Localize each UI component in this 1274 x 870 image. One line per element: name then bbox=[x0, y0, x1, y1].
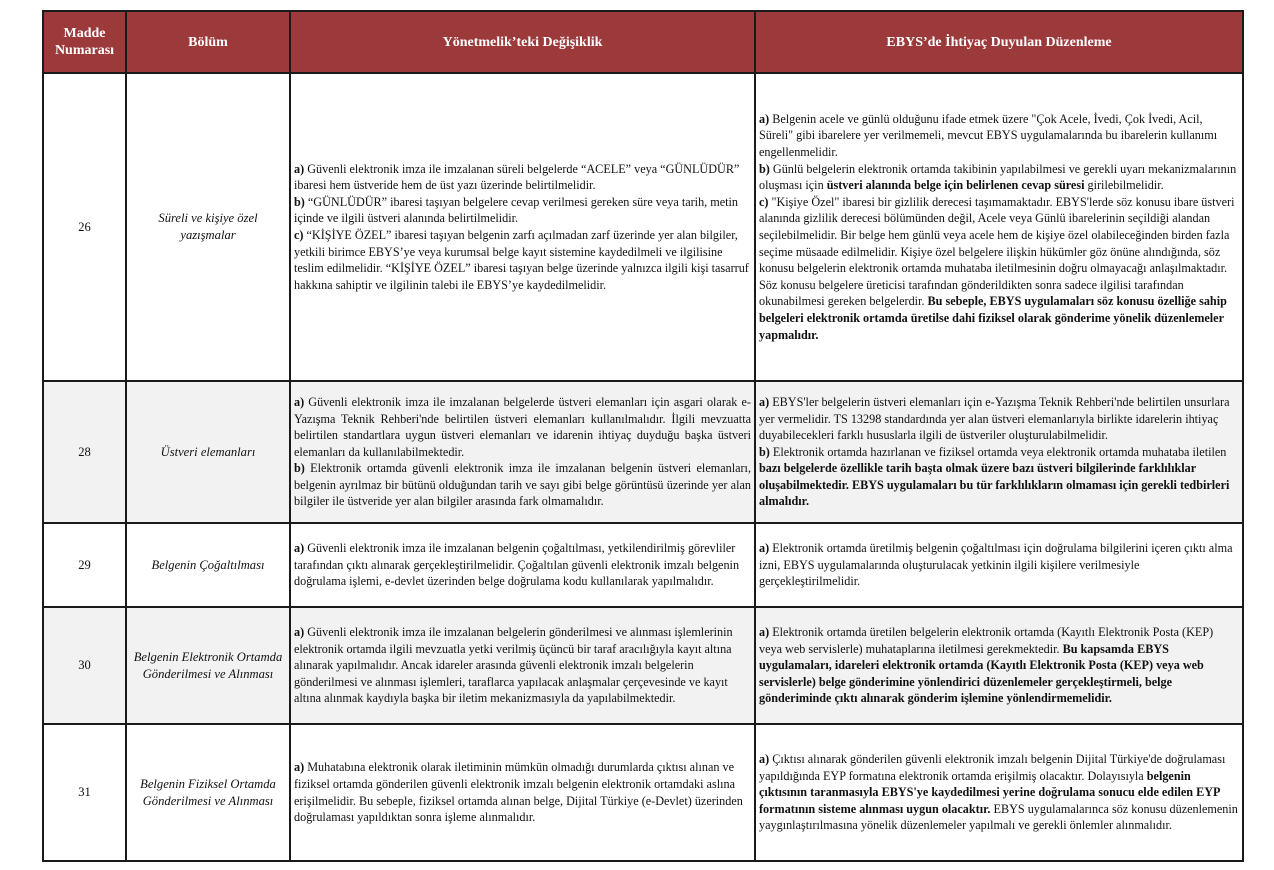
section-name: Belgenin Çoğaltılması bbox=[126, 523, 290, 607]
change-item: a) Güvenli elektronik imza ile imzalanan süreli belgelerde “ACELE” veya “GÜNLÜDÜR” ibaresi hem üstveride hem de üst yazı üzerinde belirtilmelidir. bbox=[294, 161, 740, 193]
section-name: Süreli ve kişiye özel yazışmalar bbox=[126, 73, 290, 381]
header-bolum: Bölüm bbox=[126, 11, 290, 73]
regulation-table-container bbox=[42, 10, 1242, 862]
header-row bbox=[43, 11, 1243, 73]
ebys-need bbox=[755, 607, 1243, 724]
regulation-change bbox=[290, 381, 755, 523]
need-item: a) Elektronik ortamda üretilen belgelerin elektronik ortamda (Kayıtlı Elektronik Posta (KEP) veya web servislerle) muhataplarına iletilmesi gerekmektedir. Bu kapsamda EBYS uygulamaları, idareleri elektronik ortamda (Kayıtlı Elektronik Posta (KEP) veya web servislerle) belge gönderimine yönlendirici düzenlemeler gerçekleştirmeli, belge gönderiminde çıktı alınarak gönderim işlemine yönlendirmemelidir. bbox=[759, 625, 1214, 706]
change-item: a) Güvenli elektronik imza ile imzalanan belgelerde üstveri elemanları için asgari olarak e-Yazışma Teknik Rehberi'nde belirtilen üstveri elemanları kullanılmalıdır. İlgili mevzuatta belirtilen standartlara uygun üstveri elemanları ve idarenin ihtiyaç duyduğu başka üstveri elemanları da kullanılabilmektedir. bbox=[294, 394, 751, 459]
need-item: a) Çıktısı alınarak gönderilen güvenli elektronik imzalı belgenin Dijital Türkiye'de doğrulaması yapıldığında EYP formatına elektronik ortamda erişilmiş olacaktır. Dolayısıyla belgenin çıktısının taranmasıyla EBYS'ye kaydedilmesi yerine doğrulama sonucu elde edilen EYP formatının sisteme alınması uygun olacaktır. EBYS uygulamalarınca söz konusu düzenlemenin yaygınlaştırılmasına yönelik düzenlemeler yapılmalı ve gerekli önlemler alınmalıdır. bbox=[759, 752, 1238, 833]
header-madde: Madde Numarası bbox=[43, 11, 126, 73]
change-item: a) Muhatabına elektronik olarak iletiminin mümkün olmadığı durumlarda çıktısı alınan ve fiziksel ortamda gönderilen güvenli elektronik imzalı belgenin elektronik ortamdaki aslına erişilmelidir. Bu sebeple, fiziksel ortamda alınan belge, Dijital Türkiye (e-Devlet) üzerinden doğrulaması yapıldıktan sonra işleme alınmalıdır. bbox=[294, 760, 743, 825]
section-name: Belgenin Fiziksel Ortamda Gönderilmesi ve Alınması bbox=[126, 724, 290, 861]
article-number: 31 bbox=[43, 724, 126, 861]
regulation-change bbox=[290, 724, 755, 861]
change-item: c) “KİŞİYE ÖZEL” ibaresi taşıyan belgenin zarfı açılmadan zarf üzerinde yer alan bilgiler, yetkili birimce EBYS’ye veya kurumsal belge kayıt sistemine kaydedilmeli ve ilgilisine teslim edilmelidir. “KİŞİYE ÖZEL” ibaresi taşıyan belge üzerinde yalnızca ilgili kişi tasarruf hakkına sahiptir ve ilgilinin talebi ile EBYS’ye kaydedilmelidir. bbox=[294, 228, 749, 292]
ebys-need bbox=[755, 724, 1243, 861]
ebys-need bbox=[755, 73, 1243, 381]
need-item: a) Belgenin acele ve günlü olduğunu ifade etmek üzere "Çok Acele, İvedi, Çok İvedi, Acil, Süreli" gibi ibarelere yer verilmemeli, mevcut EBYS uygulamalarında bu ibarelerin kullanımı engellenmelidir. bbox=[759, 111, 1218, 160]
regulation-change bbox=[290, 73, 755, 381]
need-item: a) EBYS'ler belgelerin üstveri elemanları için e-Yazışma Teknik Rehberi'nde belirtilen unsurlara yer vermelidir. TS 13298 standardında yer alan üstveri elemanlarıyla birlikte idarelerin ihtiyaç duyabilecekleri farklı hususlarla ilgili de üstveriler oluşturulabilmelidir. bbox=[759, 394, 1230, 443]
ebys-need bbox=[755, 523, 1243, 607]
need-item: b) Günlü belgelerin elektronik ortamda takibinin yapılabilmesi ve gerekli uyarı mekanizmalarının oluşması için üstveri alanında belge için belirlenen cevap süresi girilebilmelidir. bbox=[759, 161, 1237, 193]
table-row bbox=[43, 523, 1243, 607]
regulation-change bbox=[290, 523, 755, 607]
need-item: c) "Kişiye Özel" ibaresi bir gizlilik derecesi taşımamaktadır. EBYS'lerde söz konusu ibare üstveri alanında gizlilik derecesi bölümünden değil, Acele veya Günlü ibarelerinin seçildiği alandan seçilebilmelidir. Bir belge hem günlü veya acele hem de kişiye özel olabileceğinden birden fazla seçime müsaade edilmelidir. Kişiye özel belgelere ilişkin hükümler göz önüne alındığında, söz konusu belgelerin elektronik ortamda muhataba iletilmesinin doğru olmayacağı anlaşılmaktadır. Söz konusu belgelere üreticisi tarafından gönderildikten sonra sadece ilgilisi tarafından okunabilmesi gereken belgelerdir. Bu sebeple, EBYS uygulamaları söz konusu özelliğe sahip belgeleri elektronik ortamda üretilse dahi fiziksel olarak gönderime yönelik düzenlemeler yapmalıdır. bbox=[759, 194, 1235, 342]
change-item: a) Güvenli elektronik imza ile imzalanan belgelerin gönderilmesi ve alınması işlemlerinin elektronik ortamda ilgili mevzuatla yetki verilmiş üçüncü bir taraf aracılığıyla kayıt altına alınarak yapılmalıdır. Ancak idareler arasında güvenli elektronik imzalı belgelerin gönderilmesi ve alınması işlemleri, taraflarca yapılacak anlaşmalar çerçevesinde ve kayıt altına alınmak kaydıyla başka bir iletim mekanizmasıyla da yapılabilmektedir. bbox=[294, 625, 733, 706]
change-item: b) “GÜNLÜDÜR” ibaresi taşıyan belgelere cevap verilmesi gereken süre veya tarih, metin içinde ve ilgili üstveri alanında belirtilmelidir. bbox=[294, 194, 739, 226]
table-row bbox=[43, 607, 1243, 724]
header-duzenleme: EBYS’de İhtiyaç Duyulan Düzenleme bbox=[755, 11, 1243, 73]
need-item: b) Elektronik ortamda hazırlanan ve fiziksel ortamda veya elektronik ortamda muhataba iletilen bazı belgelerde özellikle tarih başta olmak üzere bazı üstveri bilgilerinde farklılıklar oluşabilmektedir. EBYS uygulamaları bu tür farklılıkların olmaması için gerekli tedbirleri almalıdır. bbox=[759, 444, 1230, 509]
section-name: Belgenin Elektronik Ortamda Gönderilmesi ve Alınması bbox=[126, 607, 290, 724]
section-name: Üstveri elemanları bbox=[126, 381, 290, 523]
regulation-table bbox=[42, 10, 1244, 862]
header-degisiklik: Yönetmelik’teki Değişiklik bbox=[290, 11, 755, 73]
table-row bbox=[43, 381, 1243, 523]
change-item: a) Güvenli elektronik imza ile imzalanan belgenin çoğaltılması, yetkilendirilmiş görevliler tarafından çıktı alınarak gerçekleştirilmelidir. Çoğaltılan güvenli elektronik imzalı belgenin doğrulama işlemi, e-devlet üzerinden belge doğrulama kodu kullanılarak yapılmalıdır. bbox=[294, 541, 740, 589]
table-row bbox=[43, 724, 1243, 861]
need-item: a) Elektronik ortamda üretilmiş belgenin çoğaltılması için doğrulama bilgilerini içeren çıktı alma izni, EBYS uygulamalarında oluşturulacak yetkinin ilgili kişilere verilmesiyle gerçekleştirilmelidir. bbox=[759, 541, 1233, 589]
table-row bbox=[43, 73, 1243, 381]
article-number: 29 bbox=[43, 523, 126, 607]
article-number: 28 bbox=[43, 381, 126, 523]
regulation-change bbox=[290, 607, 755, 724]
article-number: 26 bbox=[43, 73, 126, 381]
change-item: b) Elektronik ortamda güvenli elektronik imza ile imzalanan belgenin üstveri elemanları, belgenin ayrılmaz bir bütünü olduğundan tarih ve sayı gibi belge görüntüsü üzerinde yer alan bilgiler ile üstveride yer alan bilgiler arasında fark olmamalıdır. bbox=[294, 461, 751, 509]
article-number: 30 bbox=[43, 607, 126, 724]
ebys-need bbox=[755, 381, 1243, 523]
